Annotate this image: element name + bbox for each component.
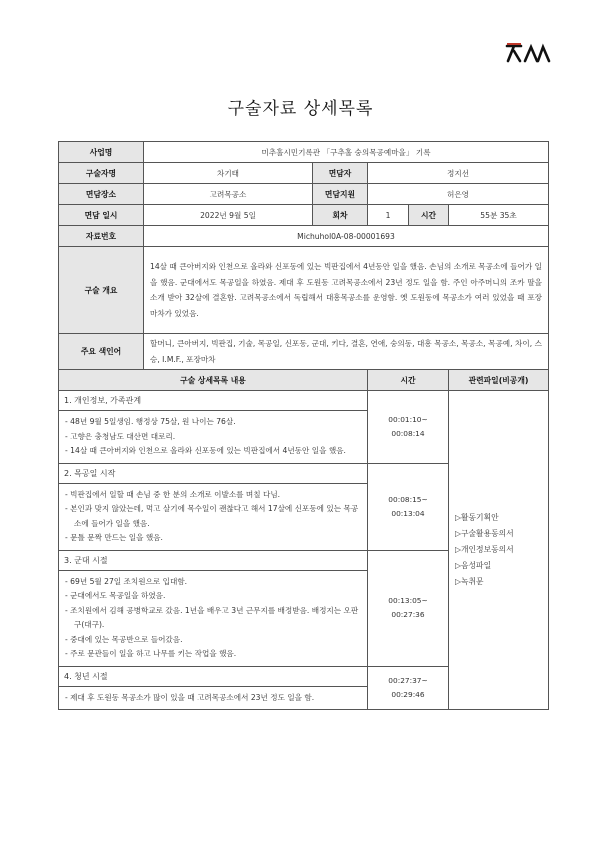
section-time [368,391,449,464]
bullet: - 주로 문관들이 일을 하고 나무를 키는 작업을 했음. [65,649,237,658]
section-body [59,411,368,464]
keywords-value: 할머니, 큰아버지, 빅판집, 기술, 목공일, 신포동, 군대, 키다, 결혼, 연애, 숭의동, 대흥 목공소, 목공소, 목공예, 차이, 스승, I.M.F., 포장마차 [144,334,549,370]
oral-history-table [58,141,549,710]
interviewee-label: 구술자명 [59,163,144,184]
date-label: 면담 일시 [59,205,144,226]
file-privacy-consent: ▷개인정보동의서 [455,545,514,554]
time-start: 00:08:15~ [388,494,428,504]
keywords-row [59,334,549,370]
bullet: - 고향은 충청남도 대산면 대로리. [65,431,176,441]
id-row [59,226,549,247]
list-header-row [59,370,549,391]
time-start: 00:13:05~ [388,596,428,605]
bullet: - 군대에서도 목공일을 하였음. [65,591,166,600]
time-end: 00:29:46 [391,689,425,699]
section-title: 1. 개인정보, 가족관계 [59,391,368,411]
time-end: 00:08:14 [391,428,425,438]
place-row [59,184,549,205]
section-body [59,570,368,666]
files-header: 관련파일(비공개) [449,370,549,391]
section-time [368,666,449,710]
bullet: - 중대에 있는 목공반으로 들어갔음. [65,634,183,644]
interviewer-label: 면담자 [313,163,368,184]
bullet: - 조치원에서 김해 공병학교로 갔음. 1년을 배우고 3년 근무지를 배정받음. 배정지는 오판구(대구). [65,605,359,629]
bullet: - 69년 5월 27일 조치원으로 입대함. [65,576,188,586]
summary-label: 구술 개요 [59,247,144,334]
file-consent-form: ▷구술활용동의서 [455,529,514,538]
related-files [449,391,549,710]
page-title: 구술자료 상세목록 [227,99,374,119]
file-audio: ▷음성파일 [455,561,492,570]
bullet: - 빅판집에서 일할 때 손님 중 한 분의 소개로 이발소를 며칠 다님. [65,489,281,499]
session-value: 1 [368,205,409,226]
file-transcript: ▷녹취문 [455,577,484,586]
content-header: 구술 상세목록 내용 [59,370,368,391]
project-row [59,142,549,163]
section-body [59,483,368,550]
project-value: 미추홀시민기록관 「구추홀 숭의목공예마을」 기록 [144,142,549,163]
summary-value: 14살 때 큰아버지와 인천으로 올라와 신포동에 있는 빅판집에서 4년동안 일을 했음. 손님의 소개로 목공소에 들어가 일을 했음. 군대에서도 목공일을 하였음. 제대 후 도원동 고려목공소에서 23년 정도 일을 함. 주인 아주머니의 조카 딸을 소개 받아 32살에 결혼함. 고려목공소에서 독립해서 대흥목공소를 운영함. 옛 도원동에 목공소가 여러 있었을 때 포장마차가 있었음. [144,247,549,334]
file-activity-plan: ▷활동기획안 [455,513,499,522]
logo-icon [505,42,551,64]
bullet: - 문틀 문짝 만드는 일을 했음. [65,533,163,542]
section-title: 4. 청년 시절 [59,666,368,686]
bullet: - 48년 9월 5일생임. 행정상 75살, 원 나이는 76살. [65,417,236,426]
section-time [368,550,449,666]
support-value: 허은영 [368,184,549,205]
place-label: 면담장소 [59,184,144,205]
interviewee-value: 차기태 [144,163,313,184]
session-label: 회차 [313,205,368,226]
time-start: 00:27:37~ [388,675,428,685]
time-end: 00:13:04 [391,508,425,518]
time-end: 00:27:36 [391,610,425,619]
interviewee-row [59,163,549,184]
support-label: 면담지원 [313,184,368,205]
section-body [59,686,368,710]
section-time [368,463,449,550]
id-label: 자료번호 [59,226,144,247]
section-title: 3. 군대 시절 [59,550,368,570]
bullet: - 제대 후 도원동 목공소가 많이 있을 때 고려목공소에서 23년 정도 일을 함. [65,692,315,702]
time-label: 시간 [409,205,449,226]
section-title: 2. 목공일 시작 [59,463,368,483]
time-header: 시간 [368,370,449,391]
time-start: 00:01:10~ [388,414,428,424]
date-row [59,205,549,226]
time-value: 55분 35초 [449,205,549,226]
keywords-label: 주요 색인어 [59,334,144,370]
bullet: - 14살 때 큰아버지와 인천으로 올라와 신포동에 있는 빅판집에서 4년동안 일을 했음. [65,446,346,455]
summary-row [59,247,549,334]
bullet: - 본인과 맞지 않았는데, 먹고 살기에 목수일이 괜찮다고 해서 17살에 신포동에 있는 목공소에 들어가 일을 했음. [65,504,359,528]
place-value: 고려목공소 [144,184,313,205]
section-title-row [59,391,549,411]
id-value: Michuhol0A-08-00001693 [144,226,549,247]
date-value: 2022년 9월 5일 [144,205,313,226]
project-label: 사업명 [59,142,144,163]
interviewer-value: 정지선 [368,163,549,184]
archive-logo [505,42,551,64]
